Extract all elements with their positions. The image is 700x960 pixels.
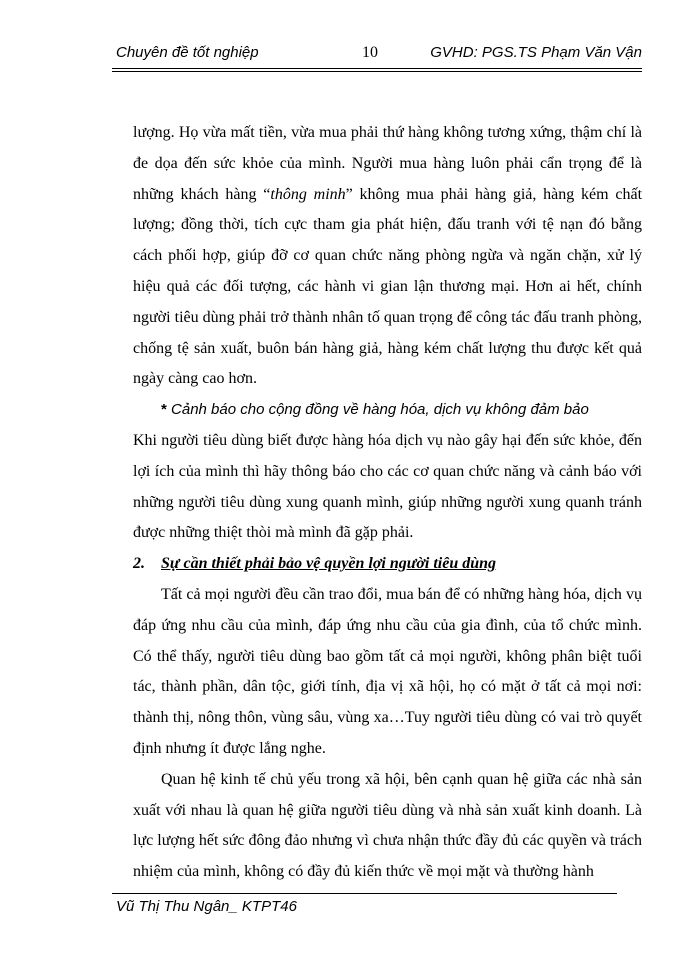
page-header [112, 40, 642, 66]
subheading-warning [133, 395, 642, 426]
paragraph-text: lượng. Họ vừa mất tiền, vừa mua phải thứ hàng không tương xứng, thậm chí là đe dọa đến sức khỏe của mình. Người mua hàng luôn phải cẩn trọng để là những khách hàng “ [133, 124, 642, 203]
footer-divider [112, 893, 617, 894]
section-heading [133, 549, 642, 580]
header-document-type: Chuyên đề tốt nghiệp [116, 44, 259, 61]
header-supervisor: GVHD: PGS.TS Phạm Văn Vận [430, 44, 642, 61]
page-number: 10 [362, 44, 378, 61]
emphasis-text: thông minh [270, 185, 346, 203]
section-number: 2. [133, 555, 145, 573]
paragraph-consumer-vigilance [133, 118, 642, 395]
document-body [133, 118, 642, 888]
paragraph-economic-relations: Quan hệ kinh tế chủ yếu trong xã hội, bên cạnh quan hệ giữa các nhà sản xuất với nhau là quan hệ giữa người tiêu dùng và nhà sản xuất kinh doanh. Là lực lượng hết sức đông đảo nhưng vì chưa nhận thức đầy đủ các quyền và trách nhiệm của mình, không có đầy đủ kiến thức về mọi mặt và thường hành [133, 770, 642, 881]
bullet-star: * [161, 401, 167, 419]
header-divider [112, 68, 642, 72]
footer-author: Vũ Thị Thu Ngân_ KTPT46 [116, 898, 297, 915]
subheading-text: Cảnh báo cho cộng đồng về hàng hóa, dịch vụ không đảm bảo [171, 401, 589, 419]
section-title: Sự cần thiết phải bảo vệ quyền lợi người tiêu dùng [161, 555, 497, 573]
paragraph-everyone-consumer: Tất cả mọi người đều cần trao đổi, mua bán để có những hàng hóa, dịch vụ đáp ứng nhu cầu của mình, đáp ứng nhu cầu của gia đình, của tổ chức mình. Có thể thấy, người tiêu dùng bao gồm tất cả mọi người, không phân biệt tuổi tác, thành phần, dân tộc, giới tính, địa vị xã hội, họ có mặt ở tất cả mọi nơi: thành thị, nông thôn, vùng sâu, vùng xa…Tuy người tiêu dùng có vai trò quyết định nhưng ít được lắng nghe. [133, 585, 642, 757]
paragraph-warning: Khi người tiêu dùng biết được hàng hóa dịch vụ nào gây hại đến sức khỏe, đến lợi ích của mình thì hãy thông báo cho các cơ quan chức năng và cảnh báo với những người tiêu dùng xung quanh mình, giúp những người xung quanh tránh được những thiệt thòi mà mình đã gặp phải. [133, 431, 642, 542]
paragraph-text: ” không mua phải hàng giả, hàng kém chất lượng; đồng thời, tích cực tham gia phát hiện, đấu tranh với tệ nạn đó bằng cách phối hợp, giúp đỡ cơ quan chức năng phòng ngừa và ngăn chặn, xử lý hiệu quả các đối tượng, các hành vi gian lận thương mại. Hơn ai hết, chính người tiêu dùng phải trở thành nhân tố quan trọng để công tác đấu tranh phòng, chống tệ sản xuất, buôn bán hàng giả, hàng kém chất lượng thu được kết quả ngày càng cao hơn. [133, 185, 643, 388]
